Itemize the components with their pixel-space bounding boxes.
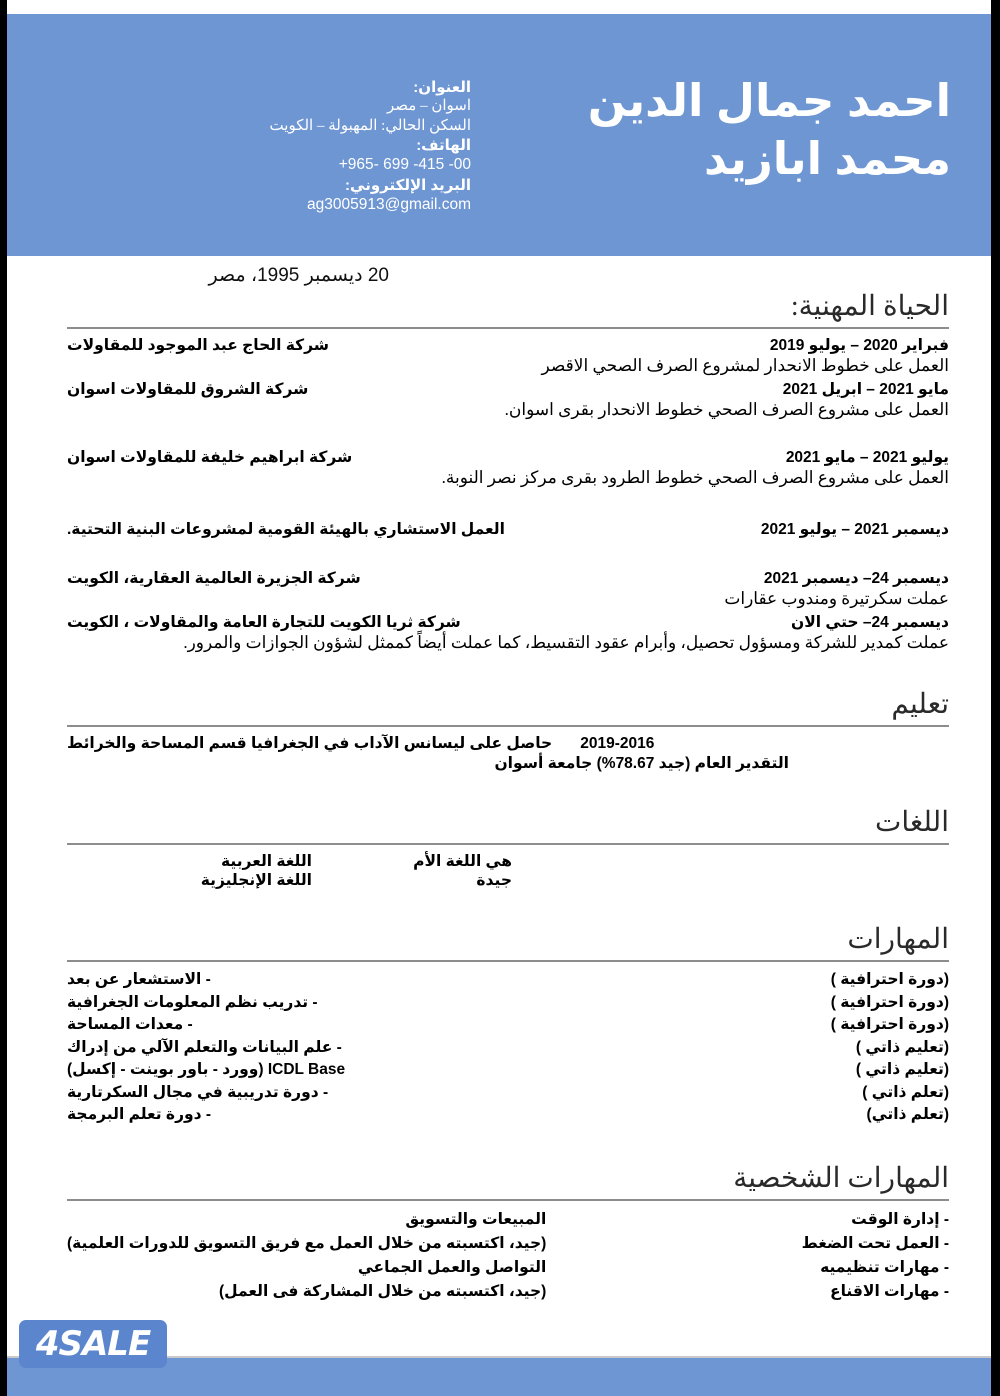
personal-skill-detail: (جيد، اكتسبته من خلال العمل مع فريق التسويق للدورات العلمية): [67, 1234, 547, 1252]
section-languages: [67, 807, 949, 890]
skill-row: [67, 1082, 949, 1104]
watermark-logo: [19, 1320, 167, 1368]
watermark-label: 4SALE: [35, 1324, 151, 1364]
skill-name: - علم البيانات والتعلم الآلي من إدراك: [67, 1038, 342, 1056]
section-title-education: تعليم: [891, 688, 949, 720]
language-name: اللغة العربية: [221, 853, 312, 871]
job-date: ديسمبر 24– ديسمبر 2021: [763, 570, 949, 587]
job-description: عملت كمدير للشركة ومسؤول تحصيل، وأبرام عقود التقسيط، كما عملت أيضاً كممثل لشؤون الجوازات والمرور.: [183, 632, 949, 652]
section-title-languages: اللغات: [875, 807, 949, 839]
phone-label: الهاتف:: [416, 137, 471, 155]
personal-skill-item: - إدارة الوقت: [851, 1210, 949, 1228]
personal-skill-item: - العمل تحت الضغط: [801, 1234, 949, 1252]
address-label: العنوان:: [413, 79, 471, 96]
email-value[interactable]: ag3005913@gmail.com: [307, 195, 471, 213]
job-description: العمل على مشروع الصرف الصحي خطوط الانحدار بقرى اسوان.: [504, 400, 949, 420]
job-description: العمل على خطوط الانحدار لمشروع الصرف الصحي الاقصر: [541, 356, 949, 376]
language-level: هي اللغة الأم: [413, 853, 512, 871]
job-header-row: [67, 448, 949, 467]
personal-skills-columns: [67, 1208, 949, 1304]
personal-skills-right-column: [67, 1208, 546, 1304]
current-residence-value: السكن الحالي: المهبولة – الكويت: [269, 117, 471, 134]
job-title: العمل الاستشاري بالهيئة القومية لمشروعات البنية التحتية.: [67, 521, 505, 538]
job-entry: [67, 336, 949, 378]
personal-skill-item: - مهارات تنظيميه: [820, 1258, 949, 1276]
language-row: [67, 852, 949, 871]
job-entry: [67, 520, 949, 539]
job-description: العمل على مشروع الصرف الصحي خطوط الطرود بقرى مركز نصر النوبة.: [441, 468, 949, 488]
education-grade: التقدير العام (جيد 78.67%) جامعة أسوان: [494, 755, 789, 773]
skill-row: [67, 1104, 949, 1126]
skill-note: (دورة احترافية ): [830, 971, 949, 989]
job-date: مايو 2021 – ابريل 2021: [782, 381, 949, 399]
skill-name: - معدات المساحة: [67, 1016, 193, 1034]
job-header-row: [67, 569, 949, 588]
skill-row: [67, 1037, 949, 1059]
personal-skill-item: - مهارات الاقناع: [830, 1282, 949, 1300]
section-divider: [67, 843, 949, 845]
education-degree: حاصل على ليسانس الآداب في الجغرافيا قسم المساحة والخرائط: [67, 735, 553, 753]
skill-name: - تدريب نظم المعلومات الجغرافية: [67, 993, 318, 1011]
job-header-row: [67, 380, 949, 399]
section-title-personal-skills: المهارات الشخصية: [733, 1162, 949, 1194]
skill-note: (تعلم ذاتي ): [862, 1083, 949, 1101]
job-title: شركة الشروق للمقاولات اسوان: [67, 381, 309, 399]
job-header-row: [67, 613, 949, 632]
skill-note: (تعليم ذاتي ): [855, 1038, 949, 1056]
skill-row: [67, 1014, 949, 1036]
job-date: فبراير 2020 – يوليو 2019: [769, 337, 949, 355]
address-value: اسوان – مصر: [387, 98, 471, 115]
personal-skill-detail: (جيد، اكتسبته من خلال المشاركة فى العمل): [219, 1282, 547, 1300]
page-title: احمد جمال الدين محمد ابازيد: [587, 75, 951, 184]
language-row: [67, 871, 949, 890]
phone-value: +965- 699 -415 -00: [338, 156, 471, 174]
section-skills: [67, 924, 949, 1126]
section-personal-skills: [67, 1163, 949, 1304]
skill-row: [67, 992, 949, 1014]
cv-header-band: [7, 14, 991, 256]
section-title-career: الحياة المهنية:: [790, 291, 949, 322]
job-title: شركة ثريا الكويت للتجارة العامة والمقاولات ، الكويت: [67, 613, 461, 631]
skill-name: ICDL Base (وورد - باور بوينت - إكسل): [67, 1061, 346, 1079]
skill-row: [67, 1059, 949, 1081]
education-entry: [67, 734, 949, 753]
skill-name: - الاستشعار عن بعد: [67, 971, 211, 989]
section-divider: [67, 1199, 949, 1201]
contact-block: [221, 14, 471, 215]
email-label: البريد الإلكتروني:: [345, 176, 471, 194]
skill-note: (دورة احترافية ): [830, 1016, 949, 1034]
birth-date-line: 20 ديسمبر 1995، مصر: [208, 265, 389, 286]
language-name: اللغة الإنجليزية: [200, 872, 312, 890]
section-career: [67, 291, 949, 655]
job-description: عملت سكرتيرة ومندوب عقارات: [724, 589, 949, 608]
job-header-row: [67, 520, 949, 539]
job-entry: [67, 613, 949, 655]
skill-name: - دورة تعلم البرمجة: [67, 1106, 212, 1124]
job-entry: [67, 448, 949, 490]
skill-note: (تعلم ذاتي): [866, 1106, 949, 1124]
name-block: [471, 14, 991, 187]
section-divider: [67, 725, 949, 727]
job-header-row: [67, 336, 949, 355]
skill-note: (دورة احترافية ): [830, 993, 949, 1011]
section-divider: [67, 960, 949, 962]
section-divider: [67, 327, 949, 329]
personal-skills-left-column: [802, 1208, 949, 1304]
job-date: يوليو 2021 – مايو 2021: [785, 449, 949, 467]
personal-skill-item: التواصل والعمل الجماعي: [357, 1258, 547, 1276]
cv-body: [7, 256, 991, 1396]
job-entry: [67, 569, 949, 611]
language-level: جيدة: [476, 872, 512, 890]
education-years: 2019-2016: [580, 735, 655, 753]
skill-name: - دورة تدريبية في مجال السكرتارية: [67, 1083, 329, 1101]
section-title-skills: المهارات: [847, 924, 949, 956]
job-title: شركة الجزيرة العالمية العقارية، الكويت: [67, 570, 361, 587]
skill-row: [67, 969, 949, 991]
job-title: شركة الحاج عبد الموجود للمقاولات: [67, 337, 330, 355]
job-title: شركة ابراهيم خليفة للمقاولات اسوان: [67, 449, 353, 467]
job-date: ديسمبر 2021 – يوليو 2021: [760, 521, 949, 538]
section-education: [67, 689, 949, 773]
personal-skill-item: المبيعات والتسويق: [405, 1210, 547, 1228]
job-date: ديسمبر 24– حتي الان: [791, 613, 949, 631]
skill-note: (تعليم ذاتي ): [855, 1061, 949, 1079]
job-entry: [67, 380, 949, 422]
